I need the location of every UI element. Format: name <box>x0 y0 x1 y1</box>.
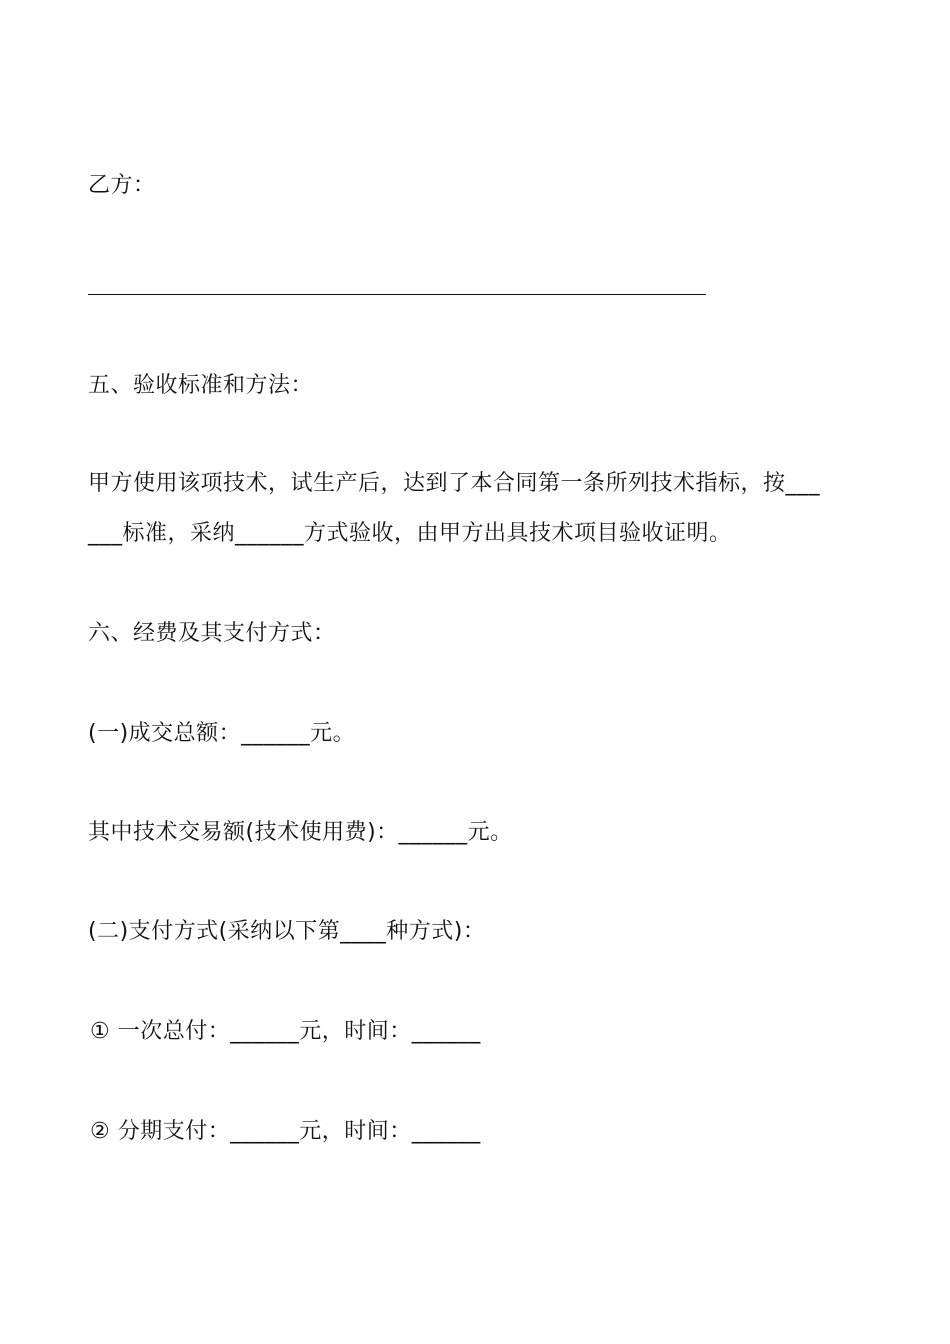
payment-option-1: ① 一次总付：______元，时间：______ <box>90 1019 481 1044</box>
section5-paragraph-line1: 甲方使用该项技术，试生产后，达到了本合同第一条所列技术指标，按___ <box>88 471 821 496</box>
total-amount: (一)成交总额：______元。 <box>88 721 356 746</box>
section5-title: 五、验收标准和方法： <box>88 373 314 398</box>
tech-fee: 其中技术交易额(技术使用费)：______元。 <box>88 820 513 845</box>
payment-option-2: ② 分期支付：______元，时间：______ <box>90 1119 481 1144</box>
payment-method: (二)支付方式(采纳以下第____种方式)： <box>88 919 486 944</box>
section6-title: 六、经费及其支付方式： <box>88 621 336 646</box>
signature-line <box>88 294 706 295</box>
party-b-label: 乙方： <box>88 173 156 198</box>
section5-paragraph-line2: ___标准，采纳______方式验收，由甲方出具技术项目验收证明。 <box>88 521 732 546</box>
